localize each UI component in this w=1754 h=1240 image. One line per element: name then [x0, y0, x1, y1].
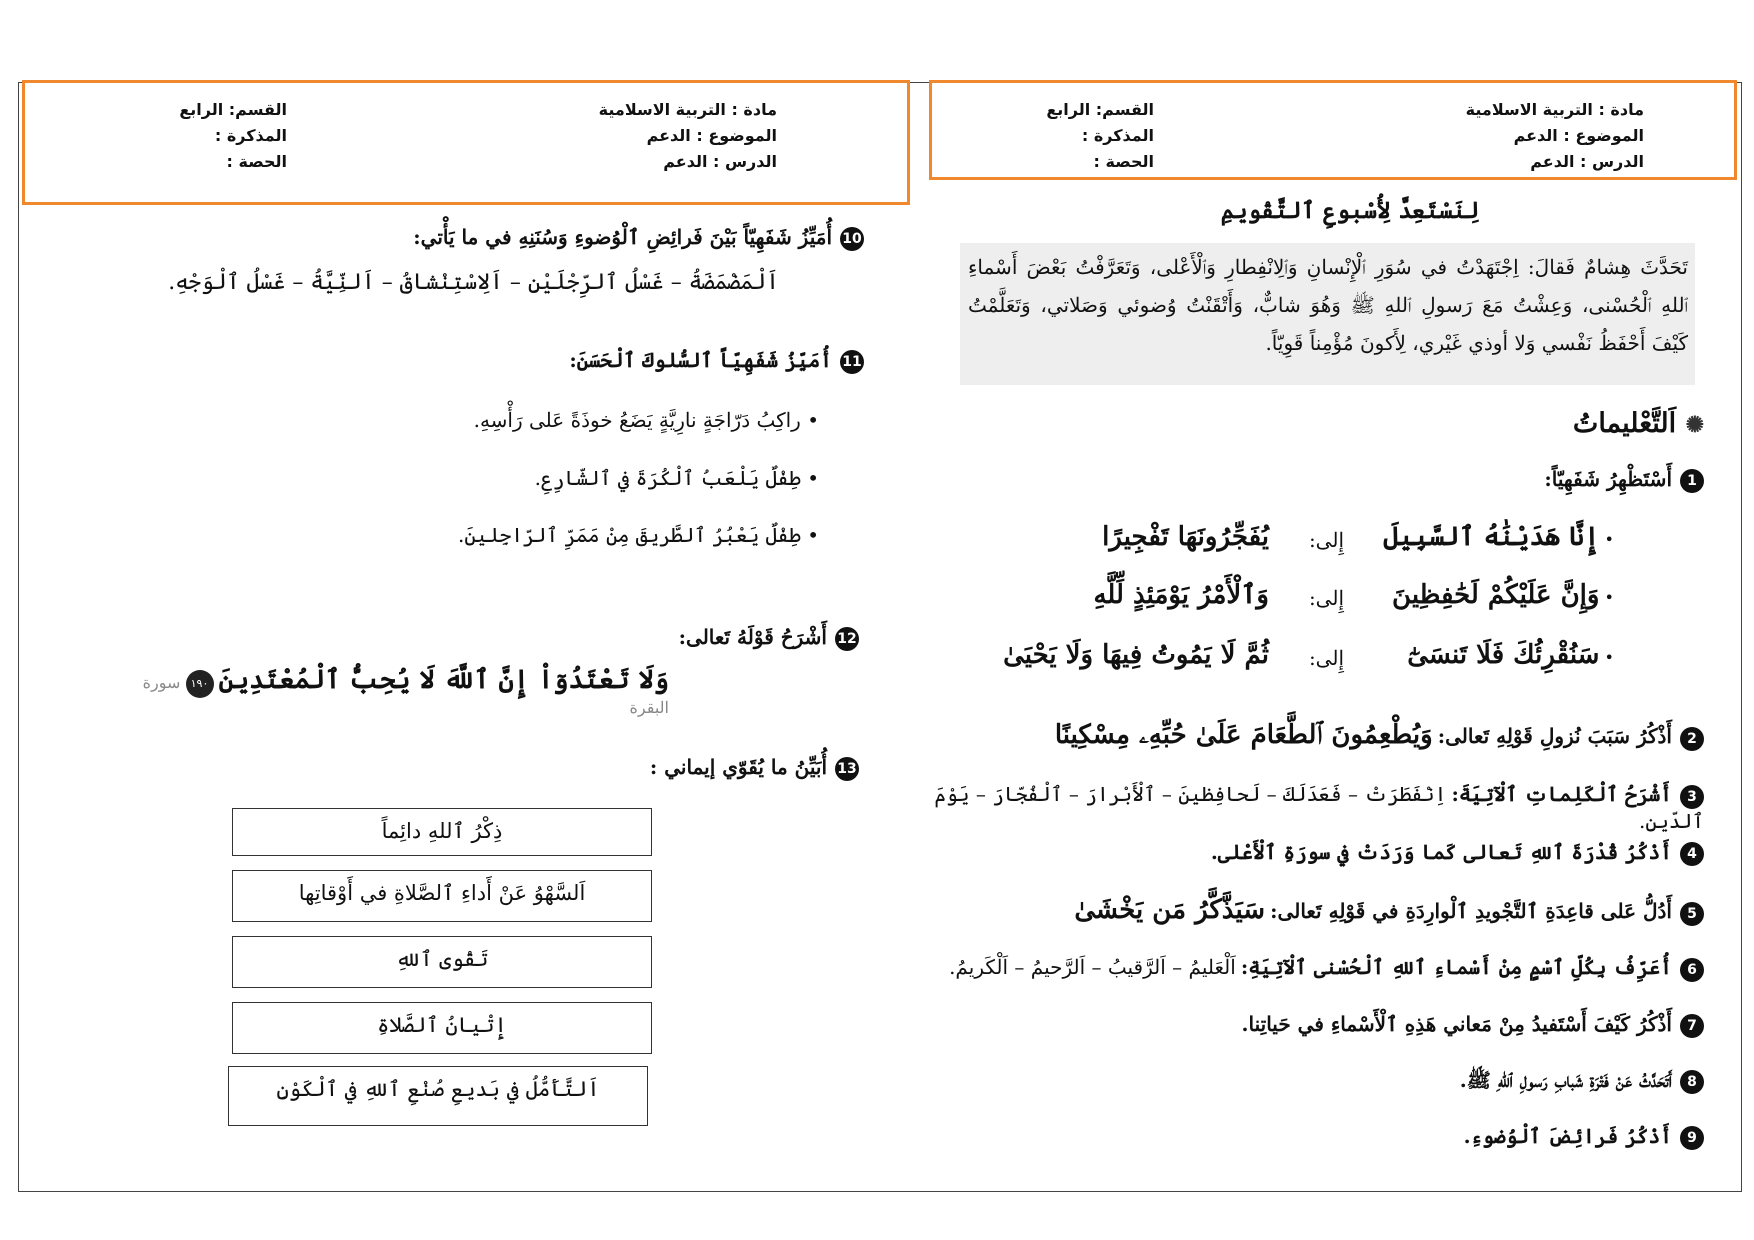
header-subject: مادة : التربية الاسلامية — [598, 100, 777, 119]
header-lesson: الدرس : الدعم — [663, 152, 777, 171]
question-7 — [904, 1012, 1704, 1038]
header-box-left — [22, 80, 910, 205]
answer-box: ذِكْرُ ٱللهِ دائِماً — [232, 808, 652, 856]
question-number: 1 — [1680, 469, 1704, 493]
header-memo: المذكرة : — [1081, 126, 1154, 145]
sura-name: سورة البقرة — [142, 673, 669, 717]
section-title: لِنَسْتَعِدَّ لِأُسْبوعِ ٱلتَّقْويمِ — [1220, 197, 1480, 224]
question-text: أَشْرَحُ ٱلْكَلِماتِ ٱلْآتِيَةَ: — [1451, 782, 1672, 806]
question-9 — [904, 1124, 1704, 1150]
question-5 — [904, 895, 1704, 926]
header-class: القسم: الرابع — [1046, 100, 1154, 119]
to-label: إِلى: — [1308, 586, 1344, 610]
question-number: 12 — [835, 627, 859, 651]
question-number: 9 — [1680, 1126, 1704, 1150]
answer-box: اَلتَّأَمُّلُ في بَديعِ صُنْعِ ٱللهِ في ٱلْكَوْنِ — [228, 1066, 648, 1126]
verse-number-icon: ١٩٠ — [186, 670, 214, 698]
instructions-title: اَلتَّعْليماتُ — [1572, 408, 1677, 439]
question-8 — [904, 1068, 1704, 1097]
header-session: الحصة : — [1093, 152, 1154, 171]
to-label: إِلى: — [1308, 528, 1344, 552]
question-number: 3 — [1680, 785, 1704, 809]
header-class-col — [1046, 97, 1154, 175]
q10-answer: اَلْمَضْمَضَةُ – غَسْلُ ٱلرِّجْلَيْنِ – اَلِاسْتِنْشاقُ – اَلنِّيَّةُ – غَسْلُ ٱلْوَجْهِ. — [168, 270, 779, 295]
question-text: أَذْكُرُ فَرائِضَ ٱلْوُضوءِ. — [1463, 1124, 1672, 1148]
q6-answer: اَلْعَليمُ – اَلرَّقيبُ – اَلرَّحيمُ – اَلْكَريمُ. — [949, 955, 1236, 979]
header-topic: الموضوع : الدعم — [1513, 126, 1644, 145]
question-text: أَذْكُرُ كَيْفَ أَسْتَفيدُ مِنْ مَعاني هَذِهِ ٱلْأَسْماءِ في حَياتِنا. — [1241, 1012, 1672, 1036]
question-4 — [904, 840, 1704, 866]
quran-verse: وَٱلْأَمْرُ يَوْمَئِذٍ لِّلَّهِ — [1093, 580, 1269, 610]
list-item: • طِفْلٌ يَلْعَبُ ٱلْكُرَةَ في ٱلشّارِعِ. — [219, 466, 819, 490]
question-text: أُعَرِّفُ بِكُلِّ ٱسْمٍ مِنْ أَسْماءِ ٱللهِ ٱلْحُسْنى ٱلْآتِيَةِ: — [1240, 955, 1672, 979]
answer-box: اَلسَّهْوُ عَنْ أَداءِ ٱلصَّلاةِ في أَوْقاتِها — [232, 870, 652, 922]
question-text: أَذْكُرُ قُدْرَةَ ٱللهِ تَعالى كَما وَرَدَتْ في سورَةِ ٱلْأَعْلى. — [1210, 840, 1672, 864]
instructions-heading — [1304, 408, 1704, 439]
question-text: أَذْكُرُ سَبَبَ نُزولِ قَوْلِهِ تَعالى: — [1437, 724, 1672, 748]
question-number: 13 — [835, 757, 859, 781]
question-6 — [884, 955, 1704, 982]
question-12 — [359, 625, 859, 651]
answer-box: إِتْيانُ ٱلصَّلاةِ — [232, 1002, 652, 1054]
q3-answer: اِنْفَطَرَتْ – فَعَدَلَكَ – لَحافِظينَ – ٱلْأَبْرارَ – ٱلْفُجّارَ – يَوْمَ ٱلدّينِ. — [934, 782, 1704, 833]
q12-verse-line — [109, 665, 669, 717]
quran-verse: سَيَذَّكَّرُ مَن يَخْشَىٰ — [1074, 895, 1266, 925]
quran-verse: يُفَجِّرُونَهَا تَفْجِيرًا — [1102, 522, 1269, 552]
list-item: • راكِبُ دَرّاجَةٍ نارِيَّةٍ يَضَعُ خوذَةً عَلى رَأْسِهِ. — [219, 408, 819, 432]
question-number: 5 — [1680, 902, 1704, 926]
question-text: أُبَيِّنُ ما يُقَوّي إيماني : — [649, 755, 827, 779]
header-session: الحصة : — [226, 152, 287, 171]
list-item: • طِفْلٌ يَعْبُرُ ٱلطَّريقَ مِنْ مَمَرِّ ٱلرّاجِلينَ. — [219, 523, 819, 547]
question-number: 8 — [1680, 1070, 1704, 1094]
header-box-right — [929, 80, 1737, 180]
page-border — [18, 82, 19, 1192]
quran-verse: سَنُقْرِئُكَ فَلَا تَنسَىٰٓ — [1407, 640, 1600, 670]
question-13 — [359, 755, 859, 781]
question-number: 11 — [840, 350, 864, 374]
question-number: 2 — [1680, 727, 1704, 751]
question-text: أُمَيِّزُ شَفَهِيّاً ٱلسُّلوكَ ٱلْحَسَنَ: — [569, 348, 832, 372]
question-11 — [164, 348, 864, 374]
question-1 — [1304, 467, 1704, 493]
quran-verse: إِنَّا هَدَيْنَٰهُ ٱلسَّبِيلَ — [1383, 522, 1600, 552]
intro-paragraph: تَحَدَّثَ هِشامٌ فَقالَ: اِجْتَهَدْتُ في سُوَرِ ٱلْإِنْسانِ وَٱلِانْفِطارِ وَٱلْأَعْلى، وَتَعَرَّفْتُ بَعْضَ أَسْماءِ ٱللهِ ٱلْحُسْنى، وَعِشْتُ مَعَ رَسولِ ٱللهِ ﷺ وَهُوَ شابٌّ، وَأَتْقَنْتُ وُضوئي وَصَلاتي، وَتَعَلَّمْتُ كَيْفَ أَحْفَظُ نَفْسي وَلا أوذي غَيْري، لِأَكونَ مُؤْمِناً قَوِيّاً. — [968, 255, 1688, 355]
question-text: أَدُلُّ عَلى قاعِدَةِ ٱلتَّجْويدِ ٱلْوارِدَةِ في قَوْلِهِ تَعالى: — [1270, 899, 1672, 923]
question-number: 4 — [1680, 842, 1704, 866]
header-topic: الموضوع : الدعم — [646, 126, 777, 145]
question-3 — [904, 782, 1704, 833]
header-class: القسم: الرابع — [179, 100, 287, 119]
question-text: أُمَيِّزُ شَفَهِيّاً بَيْنَ فَرائِضِ ٱلْوُضوءِ وَسُنَنِهِ في ما يَأْتي: — [413, 225, 832, 249]
question-number: 10 — [840, 227, 864, 251]
header-subject-col — [1466, 97, 1644, 175]
quran-verse: ثُمَّ لَا يَمُوتُ فِيهَا وَلَا يَحْيَىٰ — [1003, 640, 1269, 670]
question-number: 7 — [1680, 1014, 1704, 1038]
page-border — [18, 1191, 1742, 1192]
quran-verse: وَيُطْعِمُونَ ٱلطَّعَامَ عَلَىٰ حُبِّهِۦ مِسْكِينًا — [1054, 720, 1433, 750]
question-text: أَشْرَحُ قَوْلَهُ تَعالى: — [678, 625, 827, 649]
question-text: أَسْتَظْهِرُ شَفَهِيّاً: — [1544, 467, 1672, 491]
to-label: إِلى: — [1308, 646, 1344, 670]
answer-box: تَقْوى ٱللهِ — [232, 936, 652, 988]
quran-verse: وَلَا تَعْتَدُوٓاْ إِنَّ ٱللَّهَ لَا يُحِبُّ ٱلْمُعْتَدِينَ — [218, 665, 669, 695]
question-number: 6 — [1680, 958, 1704, 982]
header-class-col — [179, 97, 287, 175]
header-memo: المذكرة : — [214, 126, 287, 145]
question-2 — [914, 720, 1704, 751]
question-10 — [64, 225, 864, 251]
page-border — [1741, 82, 1742, 1192]
header-subject-col — [599, 97, 777, 175]
header-subject: مادة : التربية الاسلامية — [1465, 100, 1644, 119]
question-text: أَتَحَدَّثُ عَنْ فَتْرَةِ شَبابِ رَسولِ ٱللهِ ﷺ. — [1459, 1068, 1672, 1092]
header-lesson: الدرس : الدعم — [1530, 152, 1644, 171]
quran-verse: وَإِنَّ عَلَيْكُمْ لَحَٰفِظِينَ — [1392, 580, 1600, 610]
star-icon: ✺ — [1685, 412, 1704, 438]
